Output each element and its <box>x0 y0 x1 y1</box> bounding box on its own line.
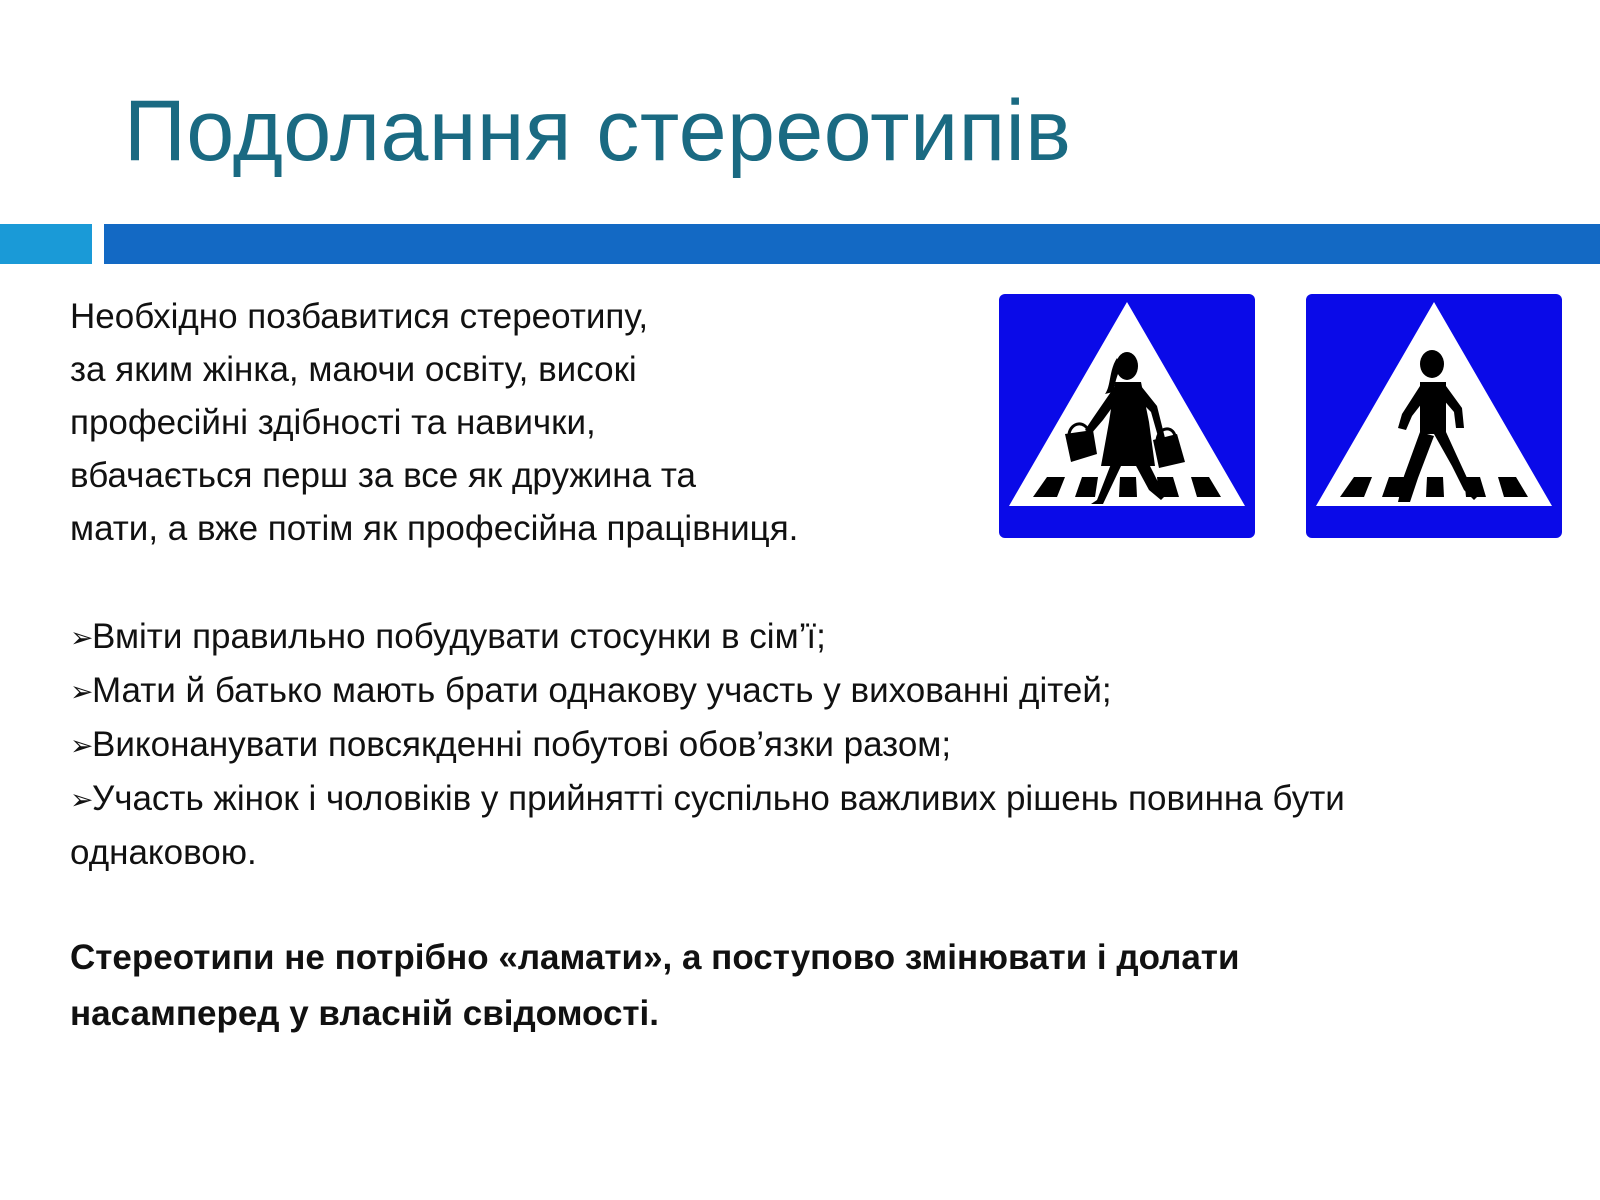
arrow-bullet-icon: ➢ <box>70 676 94 707</box>
arrow-bullet-icon: ➢ <box>70 784 94 815</box>
arrow-bullet-icon: ➢ <box>70 622 94 653</box>
accent-bar-large <box>104 224 1600 264</box>
intro-line: вбачається перш за все як дружина та <box>70 456 696 495</box>
conclusion-line: Стереотипи не потрібно «ламати», а поступово змінювати і долати <box>70 938 1240 977</box>
intro-line: мати, а вже потім як професійна працівниця. <box>70 509 799 548</box>
intro-paragraph <box>70 290 970 555</box>
pedestrian-crossing-woman-sign <box>999 294 1255 538</box>
intro-line: професійні здібності та навички, <box>70 403 596 442</box>
intro-line: за яким жінка, маючи освіту, високі <box>70 350 637 389</box>
arrow-bullet-icon: ➢ <box>70 730 94 761</box>
list-item <box>70 610 1530 664</box>
intro-line: Необхідно позбавитися стереотипу, <box>70 297 649 336</box>
bullet-list <box>70 610 1530 879</box>
bullet-text: Мати й батько мають брати однакову участь у вихованні дітей; <box>92 671 1112 710</box>
conclusion-line: насамперед у власній свідомості. <box>70 994 660 1033</box>
bullet-text: Вміти правильно побудувати стосунки в сім’ї; <box>92 617 826 656</box>
bullet-text: Участь жінок і чоловіків у прийнятті суспільно важливих рішень повинна бути однаковою. <box>70 779 1345 872</box>
bullet-text: Виконанувати повсякденні побутові обов’язки разом; <box>92 725 952 764</box>
slide-title: Подолання стереотипів <box>124 83 1072 179</box>
conclusion-paragraph <box>70 930 1510 1042</box>
accent-bar-small <box>0 224 92 264</box>
list-item <box>70 772 1530 879</box>
pedestrian-crossing-man-icon <box>1306 294 1562 538</box>
list-item <box>70 664 1530 718</box>
list-item <box>70 718 1530 772</box>
pedestrian-crossing-woman-with-bags-icon <box>999 294 1255 538</box>
pedestrian-crossing-man-sign <box>1306 294 1562 538</box>
